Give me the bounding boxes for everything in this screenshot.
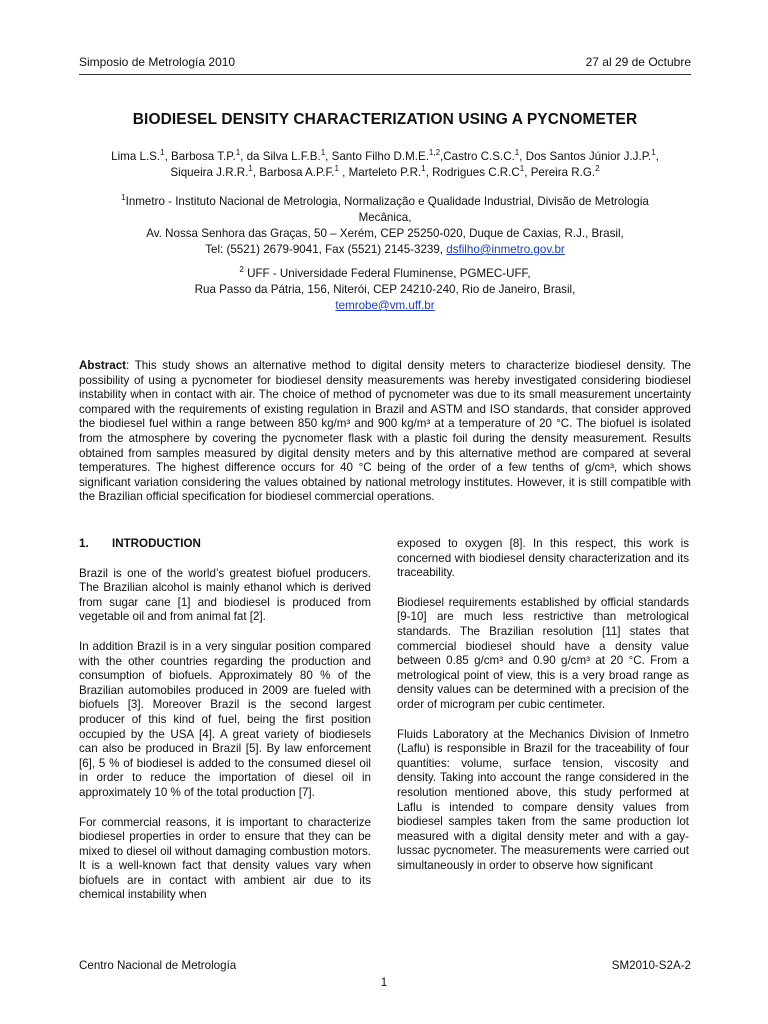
header-conference: Simposio de Metrología 2010: [79, 55, 236, 69]
author-affiliation-marker: 1: [160, 148, 165, 158]
affiliation-uff: [79, 266, 691, 314]
affiliation-inmetro: [79, 194, 691, 258]
header-dates: 27 al 29 de Octubre: [585, 55, 691, 69]
section-title: INTRODUCTION: [112, 537, 201, 550]
footer-institution: Centro Nacional de Metrología: [79, 959, 237, 972]
author-line-2: [79, 165, 691, 181]
affiliation-2-name: UFF - Universidade Federal Fluminense, PGMEC-UFF,: [243, 267, 531, 280]
author-name: Pereira R.G.: [530, 166, 596, 179]
affiliation-2-line-1: [79, 266, 691, 282]
author-affiliation-marker: 1: [651, 148, 656, 158]
affiliation-1-line-2: Mecânica,: [358, 211, 412, 224]
author-affiliation-marker: 1: [519, 164, 525, 174]
section-number: 1.: [79, 537, 89, 550]
abstract-label: Abstract: [79, 359, 127, 372]
email-link-uff[interactable]: temrobe@vm.uff.br: [335, 299, 435, 312]
paragraph: Biodiesel requirements established by official standards [9-10] are much less restrictive than metrological standards. The Brazilian resolution [11] states that commercial biodiesel should have a density value between 0.85 g/cm³ and 0.90 g/cm³ at 20 °C. From a metrological point of view, this is a very broad range as density values can be determined with a precision of the order of microgram per cubic centimeter.: [397, 595, 689, 711]
affiliation-1-line-1: [79, 194, 691, 210]
author-name: Barbosa A.P.F.: [259, 166, 335, 179]
affiliation-1-address: Av. Nossa Senhora das Graças, 50 – Xerém, CEP 25250-020, Duque de Caxias, R.J., Brasil,: [146, 227, 624, 240]
affiliation-2-marker: 2: [239, 265, 244, 275]
footer-paper-code: SM2010-S2A-2: [611, 959, 691, 972]
author-name: da Silva L.F.B.: [246, 150, 321, 163]
affiliation-2-address: Rua Passo da Pátria, 156, Niterói, CEP 24210-240, Rio de Janeiro, Brasil,: [194, 283, 576, 296]
page-number: 1: [380, 976, 388, 989]
author-name: Siqueira J.R.R.: [170, 166, 249, 179]
email-link-inmetro[interactable]: dsfilho@inmetro.gov.br: [446, 243, 565, 256]
author-name: Lima L.S.: [111, 150, 161, 163]
author-separator: ,: [338, 166, 349, 179]
affiliation-1-phone: Tel: (5521) 2679-9041, Fax (5521) 2145-3239,: [205, 243, 447, 256]
author-separator: ,: [440, 150, 444, 163]
author-affiliation-marker: 2: [595, 164, 600, 174]
section-heading-introduction: [79, 537, 371, 552]
author-name: Dos Santos Júnior J.J.P.: [525, 150, 652, 163]
author-name: Marteleto P.R.: [348, 166, 422, 179]
author-separator: ,: [519, 150, 526, 163]
abstract-text: : This study shows an alternative method to digital density meters to characterize biodiesel density. The possibility of using a pycnometer for biodiesel density measurements was hereby investigated considering biodiesel instability when in contact with air. The choice of method of pycnometer was due to its small measurement uncertainty compared with the requirements of existing regulation in Brazil and ASTM and ISO standards, that consider approved the biodiesel fuel within a range between 850 kg/m³ and 900 kg/m³ at a temperature of 20 °C. The biofuel is isolated from the atmosphere by covering the pycnometer flask with a plastic foil during the density measurement. Results obtained from samples measured by digital density meters and by this alternative method are compared at several temperatures. The highest difference occurs for 40 °C being of the order of a few tenths of g/cm³, which shows significant variation considering the values obtained by national metrology institutes. However, it is still compatible with the Brazilian official specification for biodiesel commercial operations.: [79, 359, 691, 504]
author-separator: ,: [655, 150, 659, 163]
author-list: [79, 149, 691, 181]
author-affiliation-marker: 1: [514, 148, 520, 158]
left-column: [79, 537, 371, 918]
author-separator: ,: [425, 166, 433, 179]
paper-title: BIODIESEL DENSITY CHARACTERIZATION USING A PYCNOMETER: [132, 111, 638, 128]
author-affiliation-marker: 1: [235, 148, 241, 158]
right-column: [397, 537, 689, 888]
affiliation-1-name: Inmetro - Instituto Nacional de Metrologia, Normalização e Qualidade Industrial, Divisão de Metrologia: [125, 195, 649, 208]
affiliation-2-contact: [79, 298, 691, 314]
paragraph: In addition Brazil is in a very singular position compared with the other countries regarding the production and consumption of biofuels. Approximately 80 % of the Brazilian automobiles produced in 2009 are fueled with biofuels [3]. Moreover Brazil is the second largest producer of this kind of fuel, being the first position occupied by the USA [4]. A great variety of biodiesels can also be produced in Brazil [5]. By law enforcement [6], 5 % of biodiesel is added to the consumed diesel oil in order to reduce the importation of diesel oil in approximately 10 % of the total production [7].: [79, 639, 371, 799]
author-affiliation-marker: 1: [421, 164, 426, 174]
header-divider: [79, 74, 691, 75]
affiliation-1-marker: 1: [121, 193, 126, 203]
author-name: Santo Filho D.M.E.: [331, 150, 429, 163]
author-separator: ,: [524, 166, 531, 179]
paragraph: Fluids Laboratory at the Mechanics Division of Inmetro (Laflu) is responsible in Brazil for the traceability of four quantities: volume, surface tension, viscosity and density. Taking into account the range considered in the resolution mentioned above, this study performed at Laflu is intended to compare density values from biodiesel samples taken from the same production lot measured with a digital density meter and with a gay-lussac pycnometer. The measurements were carried out simultaneously in order to observe how significant: [397, 727, 689, 872]
author-separator: ,: [252, 166, 260, 179]
author-separator: ,: [325, 150, 332, 163]
author-name: Barbosa T.P.: [171, 150, 236, 163]
paragraph: Brazil is one of the world’s greatest biofuel producers. The Brazilian alcohol is mainly ethanol which is derived from sugar cane [1] and biodiesel is produced from vegetable oil and from animal fat [2].: [79, 566, 371, 624]
author-affiliation-marker: 1: [334, 164, 339, 174]
affiliation-1-contact: [79, 242, 691, 258]
author-affiliation-marker: 1: [248, 164, 253, 174]
author-name: Rodrigues C.R.C: [432, 166, 520, 179]
abstract: [79, 359, 691, 505]
author-affiliation-marker: 1,2: [428, 148, 441, 158]
paragraph: For commercial reasons, it is important to characterize biodiesel properties in order to ensure that they can be mixed to diesel oil without damaging combustion motors. It is a well-known fact that density values vary when biofuels are in contact with ambient air due to its chemical instability when: [79, 815, 371, 902]
author-separator: ,: [240, 150, 247, 163]
author-separator: ,: [164, 150, 172, 163]
author-name: Castro C.S.C.: [443, 150, 515, 163]
paragraph: exposed to oxygen [8]. In this respect, this work is concerned with biodiesel density characterization and its traceability.: [397, 537, 689, 580]
author-line-1: [79, 149, 691, 165]
author-affiliation-marker: 1: [320, 148, 326, 158]
